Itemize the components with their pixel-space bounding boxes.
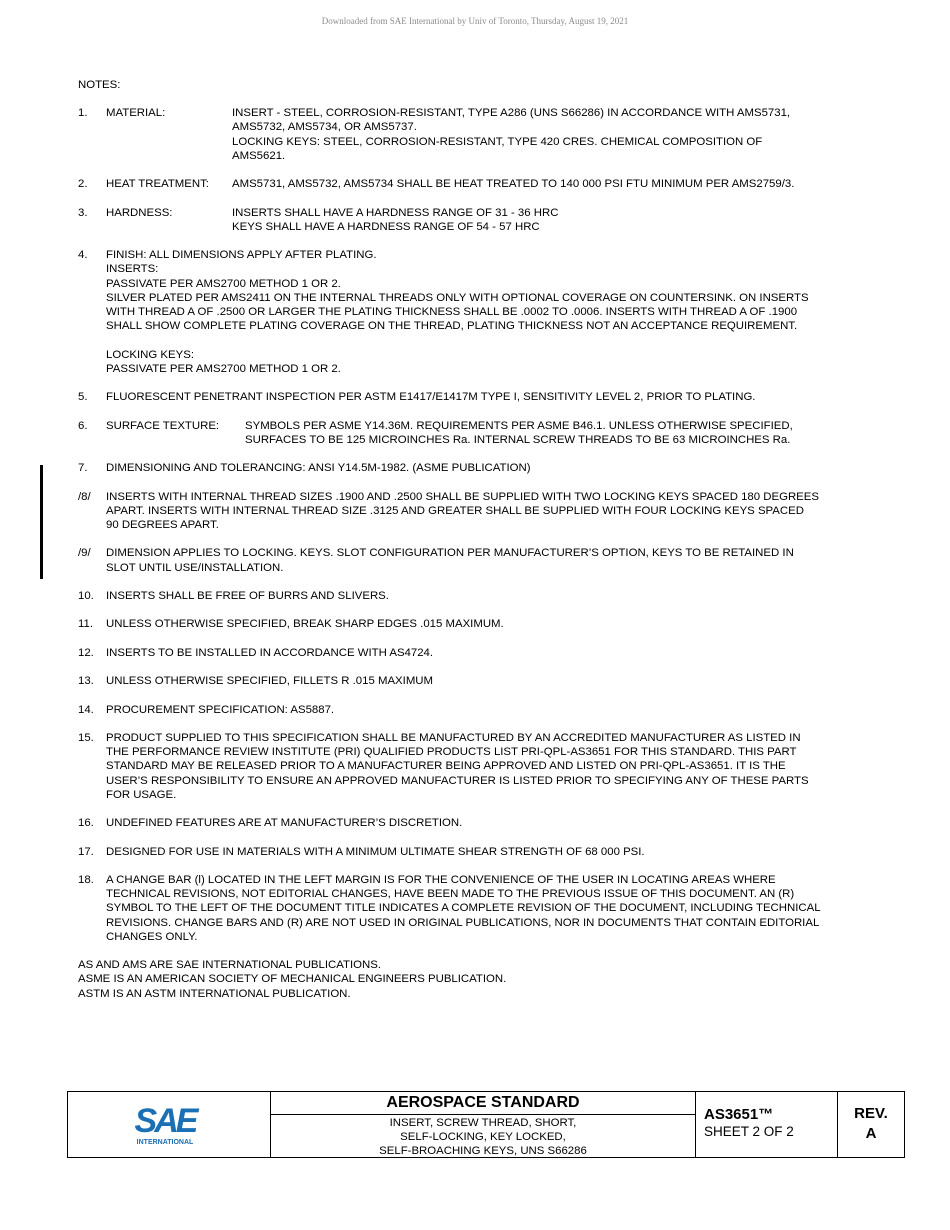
note-item — [78, 617, 898, 631]
note-line: DIMENSION APPLIES TO LOCKING. KEYS. SLOT CONFIGURATION PER MANUFACTURER’S OPTION, KEYS TO BE RETAINED IN — [106, 547, 794, 560]
note-line: REVISIONS. CHANGE BARS AND (R) ARE NOT USED IN ORIGINAL PUBLICATIONS, NOR IN DOCUMENTS THAT CONTAIN EDITORIAL — [106, 916, 820, 929]
note-text — [232, 106, 790, 163]
note-line: INSERTS SHALL HAVE A HARDNESS RANGE OF 31 - 36 HRC — [232, 206, 559, 219]
note-line: SYMBOL TO THE LEFT OF THE DOCUMENT TITLE INDICATES A COMPLETE REVISION OF THE DOCUMENT, INCLUDING TECHNICAL — [106, 902, 821, 915]
note-item — [78, 419, 898, 447]
note-line: WITH THREAD A OF .2500 OR LARGER THE PLATING THICKNESS SHALL BE .0002 TO .0006. INSERTS WITH THREAD A OF .1900 — [106, 306, 798, 318]
notes-title: NOTES: — [78, 79, 121, 91]
logo-text: SAE — [134, 1101, 196, 1140]
standard-type: AEROSPACE STANDARD — [271, 1092, 695, 1115]
note-line: INSERTS TO BE INSTALLED IN ACCORDANCE WITH AS4724. — [106, 646, 434, 659]
note-item — [78, 546, 898, 574]
sae-logo-icon — [129, 1102, 209, 1148]
note-line: PASSIVATE PER AMS2700 METHOD 1 OR 2. — [106, 277, 341, 290]
note-item — [78, 845, 898, 859]
note-body — [106, 703, 898, 717]
revision-cell — [838, 1092, 904, 1157]
note-number: 13. — [78, 675, 94, 688]
note-body — [106, 873, 898, 944]
note-text — [232, 206, 558, 234]
note-line: FOR USAGE. — [106, 788, 177, 801]
note-subsection — [106, 348, 898, 376]
note-line: INSERT - STEEL, CORROSION-RESISTANT, TYPE A286 (UNS S66286) IN ACCORDANCE WITH AMS5731, — [232, 107, 791, 120]
note-number: 18. — [78, 873, 94, 886]
note-number: 10. — [78, 589, 94, 602]
note-number: 2. — [78, 178, 88, 191]
note-item — [78, 106, 898, 163]
note-item — [78, 490, 898, 533]
note-line: UNLESS OTHERWISE SPECIFIED, BREAK SHARP EDGES .015 MAXIMUM. — [106, 618, 504, 631]
note-label: MATERIAL: — [106, 107, 166, 120]
note-line: SURFACES TO BE 125 MICROINCHES Ra. INTERNAL SCREW THREADS TO BE 63 MICROINCHES Ra. — [245, 433, 791, 446]
note-number: 11. — [78, 618, 93, 631]
note-line: KEYS SHALL HAVE A HARDNESS RANGE OF 54 - 57 HRC — [232, 220, 540, 233]
note-line: AMS5732, AMS5734, OR AMS5737. — [232, 121, 417, 134]
note-item — [78, 177, 898, 191]
note-line: 90 DEGREES APART. — [106, 518, 219, 531]
note-body — [106, 845, 898, 859]
title-line: SELF-LOCKING, KEY LOCKED, — [400, 1131, 566, 1143]
note-line: INSERTS SHALL BE FREE OF BURRS AND SLIVERS. — [106, 589, 389, 602]
note-item — [78, 703, 898, 717]
note-number: 3. — [78, 206, 88, 219]
note-body — [106, 589, 898, 603]
note-body — [106, 490, 898, 533]
note-body — [106, 731, 898, 802]
document-number: AS3651™ — [704, 1106, 774, 1123]
note-item — [78, 646, 898, 660]
note-number: 16. — [78, 817, 94, 830]
title-line: SELF-BROACHING KEYS, UNS S66286 — [379, 1145, 587, 1157]
title-block — [67, 1091, 905, 1158]
document-title — [271, 1115, 695, 1158]
note-line: PROCUREMENT SPECIFICATION: AS5887. — [106, 703, 335, 716]
note-body — [106, 206, 898, 234]
note-line: LOCKING KEYS: — [106, 348, 194, 361]
note-body — [106, 419, 898, 447]
note-item — [78, 390, 898, 404]
note-label: HARDNESS: — [106, 206, 173, 219]
note-body — [106, 546, 898, 574]
note-text — [245, 419, 793, 447]
sae-logo — [68, 1092, 271, 1157]
note-number: 12. — [78, 646, 94, 659]
notes-list — [78, 106, 898, 944]
note-item — [78, 206, 898, 234]
note-item — [78, 589, 898, 603]
note-line: SHALL SHOW COMPLETE PLATING COVERAGE ON THE THREAD, PLATING THICKNESS NOT AN ACCEPTANCE REQUIREMENT. — [106, 320, 798, 333]
note-label: SURFACE TEXTURE: — [106, 419, 220, 432]
logo-subtext: INTERNATIONAL — [136, 1138, 194, 1146]
revision-value: A — [865, 1125, 877, 1142]
note-label: HEAT TREATMENT: — [106, 178, 209, 191]
note-body — [106, 177, 898, 191]
note-number: 15. — [78, 731, 94, 744]
note-line: SLOT UNTIL USE/INSTALLATION. — [106, 561, 284, 574]
download-watermark: Downloaded from SAE International by Univ of Toronto, Thursday, August 19, 2021 — [321, 16, 629, 26]
note-line: SYMBOLS PER ASME Y14.36M. REQUIREMENTS PER ASME B46.1. UNLESS OTHERWISE SPECIFIED, — [245, 419, 793, 432]
note-line: A CHANGE BAR (l) LOCATED IN THE LEFT MARGIN IS FOR THE CONVENIENCE OF THE USER IN LOCATING AREAS WHERE — [106, 873, 776, 886]
note-item — [78, 248, 898, 376]
publication-line: ASME IS AN AMERICAN SOCIETY OF MECHANICAL ENGINEERS PUBLICATION. — [78, 973, 507, 986]
note-body — [106, 617, 898, 631]
publications-list — [78, 958, 898, 1001]
note-line: INSERTS: — [106, 263, 159, 276]
note-body — [106, 106, 898, 163]
note-item — [78, 816, 898, 830]
note-number: 6. — [78, 419, 88, 432]
sheet-number: SHEET 2 OF 2 — [704, 1124, 794, 1139]
note-line: APART. INSERTS WITH INTERNAL THREAD SIZE .3125 AND GREATER SHALL BE SUPPLIED WITH FOUR LOCKING KEYS SPACED — [106, 504, 804, 517]
note-line: UNDEFINED FEATURES ARE AT MANUFACTURER’S DISCRETION. — [106, 817, 463, 830]
note-line: INSERTS WITH INTERNAL THREAD SIZES .1900 AND .2500 SHALL BE SUPPLIED WITH TWO LOCKING KEYS SPACED 180 DEGREES — [106, 490, 819, 503]
note-line: DIMENSIONING AND TOLERANCING: ANSI Y14.5M-1982. (ASME PUBLICATION) — [106, 462, 531, 475]
note-number: /8/ — [78, 490, 91, 503]
note-number: 5. — [78, 391, 88, 404]
note-line: PRODUCT SUPPLIED TO THIS SPECIFICATION SHALL BE MANUFACTURED BY AN ACCREDITED MANUFACTURER AS LISTED IN — [106, 731, 801, 744]
note-line: USER’S RESPONSIBILITY TO ENSURE AN APPROVED MANUFACTURER IS LISTED PRIOR TO SPECIFYING ANY OF THESE PARTS — [106, 774, 809, 787]
note-body — [106, 646, 898, 660]
note-item — [78, 873, 898, 944]
publication-line: AS AND AMS ARE SAE INTERNATIONAL PUBLICATIONS. — [78, 959, 381, 972]
note-line: PASSIVATE PER AMS2700 METHOD 1 OR 2. — [106, 362, 341, 375]
publication-line: ASTM IS AN ASTM INTERNATIONAL PUBLICATION. — [78, 987, 351, 1000]
note-line: CHANGES ONLY. — [106, 930, 198, 943]
note-item — [78, 731, 898, 802]
note-number: 4. — [78, 249, 88, 262]
note-line: FLUORESCENT PENETRANT INSPECTION PER ASTM E1417/E1417M TYPE I, SENSITIVITY LEVEL 2, PRIOR TO PLATING. — [106, 391, 756, 404]
notes-section — [78, 78, 898, 1001]
document-number-cell — [696, 1092, 838, 1157]
note-line: AMS5731, AMS5732, AMS5734 SHALL BE HEAT TREATED TO 140 000 PSI FTU MINIMUM PER AMS2759/3. — [232, 178, 795, 191]
note-body — [106, 248, 898, 376]
note-line: SILVER PLATED PER AMS2411 ON THE INTERNAL THREADS ONLY WITH OPTIONAL COVERAGE ON COUNTERSINK. ON INSERTS — [106, 291, 809, 304]
note-line: DESIGNED FOR USE IN MATERIALS WITH A MINIMUM ULTIMATE SHEAR STRENGTH OF 68 000 PSI. — [106, 845, 645, 858]
title-block-center — [271, 1092, 696, 1157]
note-line: LOCKING KEYS: STEEL, CORROSION-RESISTANT, TYPE 420 CRES. CHEMICAL COMPOSITION OF — [232, 135, 763, 148]
note-number: 17. — [78, 845, 94, 858]
note-body — [106, 674, 898, 688]
change-bar — [40, 465, 43, 579]
note-number: 7. — [78, 462, 88, 475]
note-item — [78, 674, 898, 688]
note-line: THE PERFORMANCE REVIEW INSTITUTE (PRI) QUALIFIED PRODUCTS LIST PRI-QPL-AS3651 FOR THIS STANDARD. THIS PART — [106, 746, 797, 759]
note-body — [106, 816, 898, 830]
note-body — [106, 390, 898, 404]
note-text — [232, 177, 794, 191]
revision-label: REV. — [854, 1105, 888, 1122]
note-line: FINISH: ALL DIMENSIONS APPLY AFTER PLATING. — [106, 249, 377, 262]
note-line: TECHNICAL REVISIONS, NOT EDITORIAL CHANGES, HAVE BEEN MADE TO THE PREVIOUS ISSUE OF THIS DOCUMENT. AN (R) — [106, 888, 795, 901]
note-body — [106, 461, 898, 475]
note-number: /9/ — [78, 547, 91, 560]
note-line: AMS5621. — [232, 149, 286, 162]
note-number: 14. — [78, 703, 94, 716]
note-number: 1. — [78, 107, 88, 120]
note-line: UNLESS OTHERWISE SPECIFIED, FILLETS R .015 MAXIMUM — [106, 675, 434, 688]
note-line: STANDARD MAY BE RELEASED PRIOR TO A MANUFACTURER BEING APPROVED AND LISTED ON PRI-QPL-AS3651. IT IS THE — [106, 760, 786, 773]
note-item — [78, 461, 898, 475]
title-line: INSERT, SCREW THREAD, SHORT, — [389, 1117, 577, 1129]
